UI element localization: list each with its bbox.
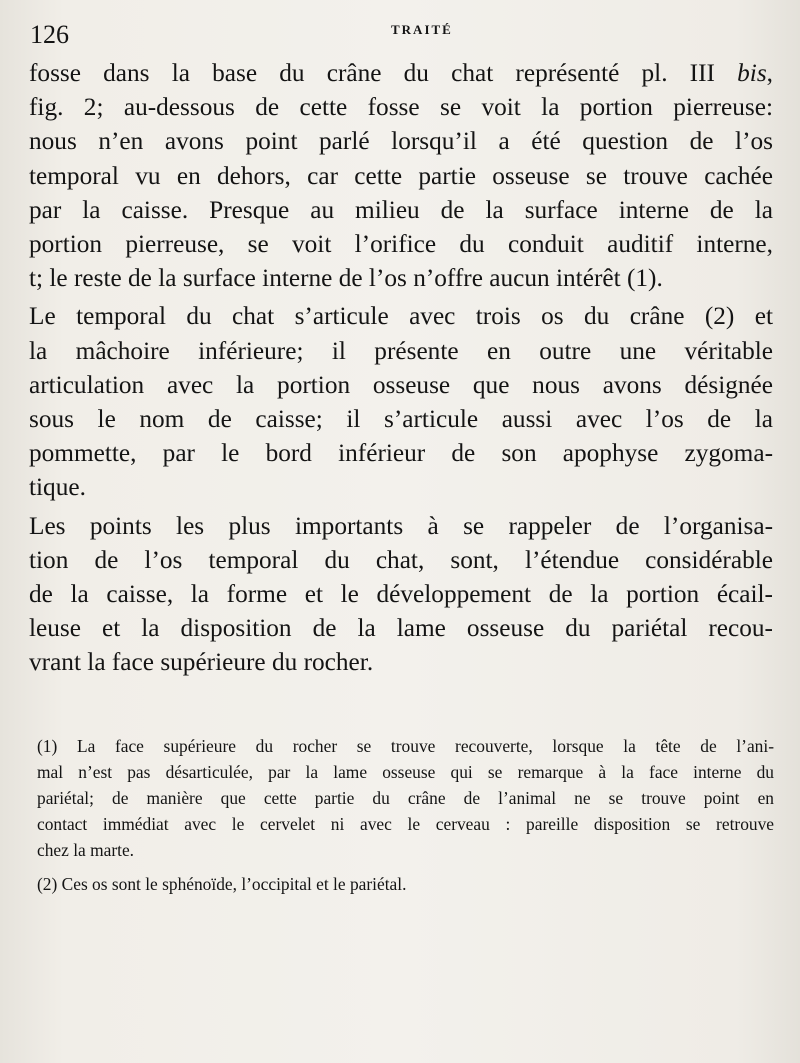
paragraph-3 <box>29 509 773 680</box>
paragraph-1 <box>29 56 773 295</box>
text-line: par la caisse. Presque au milieu de la surface interne de la <box>29 195 773 224</box>
footnote-2 <box>37 871 774 897</box>
page-number: 126 <box>30 20 69 49</box>
main-text <box>29 56 773 684</box>
text-line: fosse dans la base du crâne du chat représenté pl. III bis, <box>29 59 773 87</box>
footnote-line: (2) Ces os sont le sphénoïde, l’occipital et le pariétal. <box>37 874 407 894</box>
text-line: tion de l’os temporal du chat, sont, l’étendue considérable <box>29 545 773 574</box>
footnote-line: pariétal; de manière que cette partie du crâne de l’animal ne se trouve point en <box>37 788 774 808</box>
footnotes <box>37 733 774 905</box>
text-line: Le temporal du chat s’articule avec trois os du crâne (2) et <box>29 302 773 331</box>
text-line: tique. <box>29 473 86 502</box>
text-line: fig. 2; au-dessous de cette fosse se voit la portion pierreuse: <box>29 93 773 122</box>
text-line: leuse et la disposition de la lame osseuse du pariétal recou- <box>29 614 773 643</box>
text-line: de la caisse, la forme et le développement de la portion écail- <box>29 580 773 609</box>
text-line: la mâchoire inférieure; il présente en outre une véritable <box>29 336 773 365</box>
running-head: TRAITÉ <box>391 22 453 37</box>
footnote-line: contact immédiat avec le cervelet ni avec le cerveau : pareille disposition se retrouve <box>37 814 774 834</box>
text-line: Les points les plus importants à se rappeler de l’organisa- <box>29 511 773 540</box>
text-line: pommette, par le bord inférieur de son apophyse zygoma- <box>29 439 773 468</box>
page-header <box>30 20 770 50</box>
text-line: portion pierreuse, se voit l’orifice du conduit auditif interne, <box>29 230 773 259</box>
footnote-line: mal n’est pas désarticulée, par la lame osseuse qui se remarque à la face interne du <box>37 762 774 782</box>
footnote-1 <box>37 733 774 863</box>
paragraph-2 <box>29 299 773 504</box>
text-line: vrant la face supérieure du rocher. <box>29 648 374 677</box>
text-line: temporal vu en dehors, car cette partie osseuse se trouve cachée <box>29 161 773 190</box>
footnote-line: chez la marte. <box>37 840 135 860</box>
text-line: nous n’en avons point parlé lorsqu’il a été question de l’os <box>29 127 773 156</box>
text-line: sous le nom de caisse; il s’articule aussi avec l’os de la <box>29 405 773 434</box>
text-line: t; le reste de la surface interne de l’os n’offre aucun intérêt (1). <box>29 264 663 293</box>
text-line: articulation avec la portion osseuse que nous avons désignée <box>29 370 773 399</box>
footnote-line: (1) La face supérieure du rocher se trouve recouverte, lorsque la tête de l’ani- <box>37 736 774 756</box>
